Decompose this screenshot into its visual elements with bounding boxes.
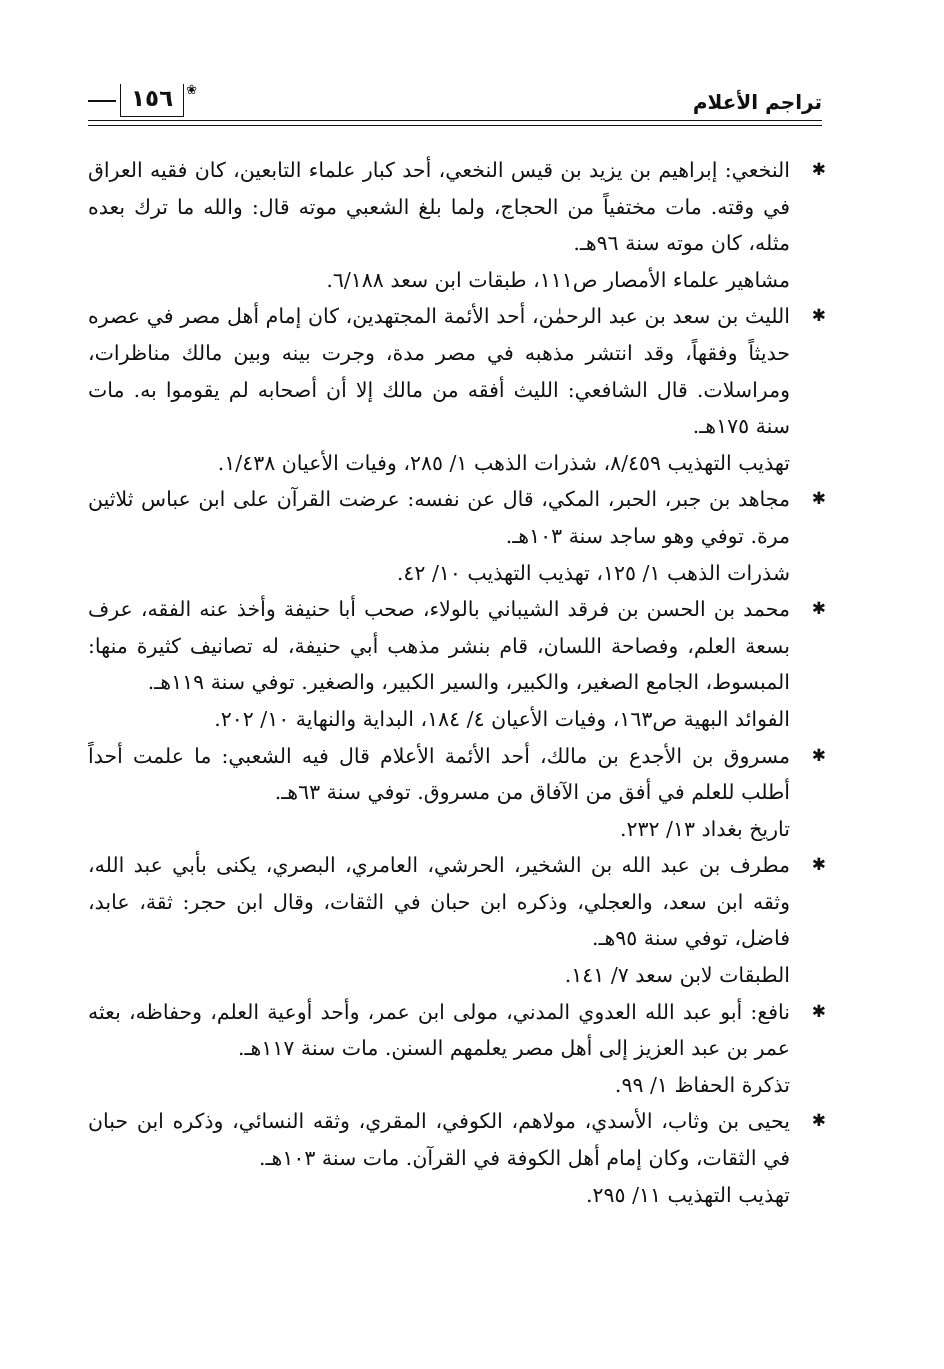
header-rule-top: [88, 120, 822, 121]
entry-text: الليث بن سعد بن عبد الرحمٰن، أحد الأئمة المجتهدين، كان إمام أهل مصر في عصره حديثاً وفقهاً، وقد انتشر مذهبه في مصر مدة، وجرت بينه وبين مالك مناظرات، ومراسلات. قال الشافعي: الليث أفقه من مالك إلا أن أصحابه لم يقوموا به. مات سنة ١٧٥هـ.: [88, 304, 790, 439]
entry-text: مطرف بن عبد الله بن الشخير، الحرشي، العامري، البصري، يكنى بأبي عبد الله، وثقه ابن سعد، والعجلي، وذكره ابن حبان في الثقات، وقال ابن حجر: ثقة، عابد، فاضل، توفي سنة ٩٥هـ.: [88, 853, 790, 951]
asterisk-icon: ✱: [811, 306, 826, 327]
biography-entry: [88, 994, 826, 1104]
asterisk-icon: ✱: [811, 1001, 826, 1022]
biography-entry: [88, 481, 826, 591]
entry-text: مجاهد بن جبر، الحبر، المكي، قال عن نفسه: عرضت القرآن على ابن عباس ثلاثين مرة. توفي وهو ساجد سنة ١٠٣هـ.: [88, 487, 790, 548]
ornament-icon: ❀: [186, 83, 198, 98]
asterisk-icon: ✱: [811, 855, 826, 876]
header-dash: [88, 100, 116, 102]
entry-text: يحيى بن وثاب، الأسدي، مولاهم، الكوفي، المقري، وثقه النسائي، وذكره ابن حبان في الثقات، وكان إمام أهل الكوفة في القرآن. مات سنة ١٠٣هـ.: [88, 1109, 790, 1171]
biography-entry: [88, 738, 826, 848]
asterisk-icon: ✱: [811, 1111, 826, 1132]
biography-entry: [88, 298, 826, 481]
entry-references: تهذيب التهذيب ٨/٤٥٩، شذرات الذهب ١/ ٢٨٥، وفيات الأعيان ١/٤٣٨.: [217, 450, 790, 475]
entry-text: النخعي: إبراهيم بن يزيد بن قيس النخعي، أحد كبار علماء التابعين، كان فقيه العراق في وقته. مات مختفياً من الحجاج، ولما بلغ الشعبي موته قال: والله ما ترك بعده مثله، كان موته سنة ٩٦هـ.: [88, 158, 790, 256]
entry-references: الفوائد البهية ص١٦٣، وفيات الأعيان ٤/ ١٨٤، البداية والنهاية ١٠/ ٢٠٢.: [214, 706, 790, 731]
entry-references: مشاهير علماء الأمصار ص١١١، طبقات ابن سعد ٦/١٨٨.: [326, 267, 790, 292]
header-rule-bottom: [88, 125, 822, 126]
entry-references: شذرات الذهب ١/ ١٢٥، تهذيب التهذيب ١٠/ ٤٢.: [396, 560, 790, 585]
page-number-box: [88, 84, 197, 117]
asterisk-icon: ✱: [811, 489, 826, 510]
entry-references: تاريخ بغداد ١٣/ ٢٣٢.: [619, 816, 790, 841]
biography-list: [88, 152, 826, 1213]
entry-references: تهذيب التهذيب ١١/ ٢٩٥.: [585, 1182, 790, 1207]
biography-entry: [88, 847, 826, 993]
entry-references: تذكرة الحفاظ ١/ ٩٩.: [614, 1072, 790, 1097]
running-title: تراجم الأعلام: [692, 90, 822, 114]
biography-entry: [88, 1103, 826, 1213]
entry-text: مسروق بن الأجدع بن مالك، أحد الأئمة الأعلام قال فيه الشعبي: ما علمت أحداً أطلب للعلم في أفق من الآفاق من مسروق. توفي سنة ٦٣هـ.: [88, 743, 790, 805]
page-number: ١٥٦: [120, 84, 184, 117]
asterisk-icon: ✱: [811, 160, 826, 180]
page-header: [88, 84, 822, 126]
entry-text: محمد بن الحسن بن فرقد الشيباني بالولاء، صحب أبا حنيفة وأخذ عنه الفقه، عرف بسعة العلم، وفصاحة اللسان، قام بنشر مذهب أبي حنيفة، له تصانيف كثيرة منها: المبسوط، الجامع الصغير، والكبير، والسير الكبير، والصغير. توفي سنة ١١٩هـ.: [88, 597, 790, 695]
asterisk-icon: ✱: [811, 599, 826, 620]
asterisk-icon: ✱: [811, 745, 826, 766]
biography-entry: [88, 591, 826, 737]
biography-entry: [88, 152, 826, 298]
entry-references: الطبقات لابن سعد ٧/ ١٤١.: [564, 963, 790, 988]
entry-text: نافع: أبو عبد الله العدوي المدني، مولى ابن عمر، وأحد أوعية العلم، وحفاظه، بعثه عمر بن عبد العزيز إلى أهل مصر يعلمهم السنن. مات سنة ١١٧هـ.: [88, 999, 790, 1061]
